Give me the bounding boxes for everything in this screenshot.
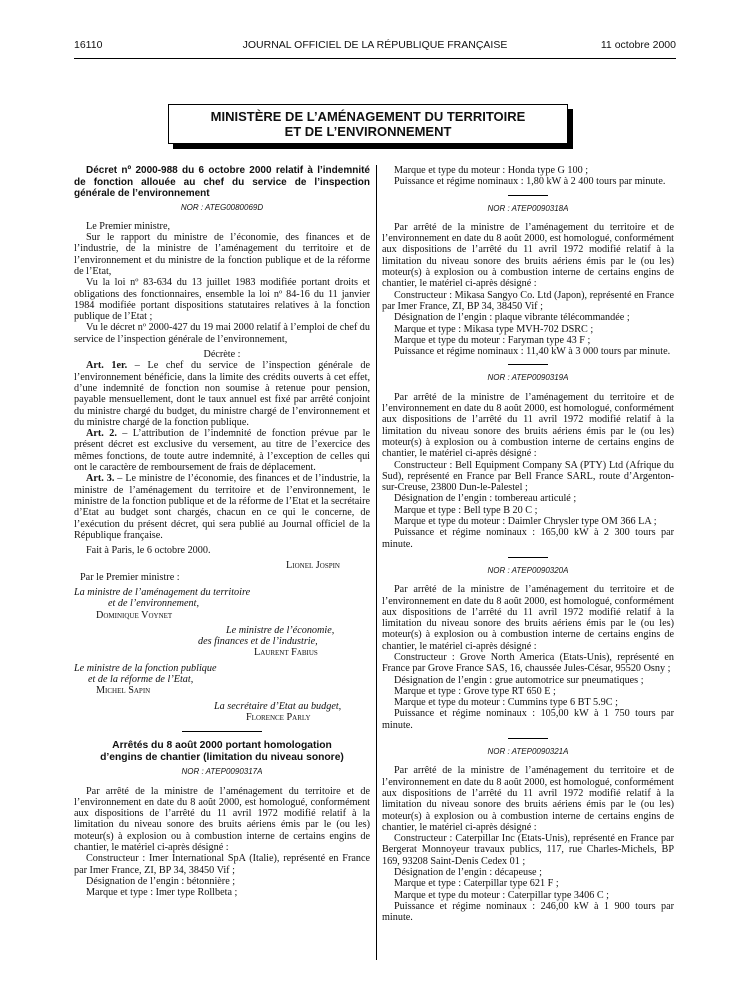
arrete-e-line: Désignation de l’engin : décapeuse ; xyxy=(394,867,542,879)
nor-a: NOR : ATEP0090317A xyxy=(181,767,263,777)
sig3-name: Michel Sapin xyxy=(96,685,151,697)
arrete-b-line: Puissance et régime nominaux : 11,40 kW à 3 000 tours par minute. xyxy=(394,346,671,358)
article-2: Art. 2. – L’attribution de l’indemnité de fonction prévue par le présent décret est exclusive du versement, au titre de l’exercice des mêmes fonctions, de toute autre indemnité, à l’exception de celles qui ont le caractère de remboursement de frais de déplacement. xyxy=(74,428,370,474)
arrete-b-line: Constructeur : Mikasa Sangyo Co. Ltd (Japon), représenté en France par Imer France, ZI, BP 34, 38450 Vif ; xyxy=(382,289,674,312)
arrete-separator xyxy=(508,557,548,558)
sig3-role: Le ministre de la fonction publique xyxy=(74,662,217,674)
arrete-c-line: Puissance et régime nominaux : 165,00 kW à 2 300 tours par minute. xyxy=(382,527,674,550)
arrete-b-line: Marque et type : Mikasa type MVH-702 DSRC ; xyxy=(394,323,594,335)
article-1: Art. 1er. – Le chef du service de l’inspection générale de l’environnement bénéficie, dans la limite des crédits ouverts à cet effet, d’une indemnité de fonction non soumise à retenue pour pension, payable mensuellement, dont le taux annuel est fixé par arrêté conjoint du ministre chargé du budget, du ministre chargé de l’environnement et du ministre chargé de la fonction publique. xyxy=(74,360,370,428)
decrete-label: Décrète : xyxy=(203,349,241,361)
decret-paragraph: Vu la loi nº 83-634 du 13 juillet 1983 modifiée portant droits et obligations des fonctionnaires, ensemble la loi nº 84-16 du 11 janvier 1984 modifiée portant dispositions statutaires relatives à la fonction publique de l’Etat ; xyxy=(74,277,370,323)
arrete-d-line: Marque et type du moteur : Cummins type 6 BT 5.9C ; xyxy=(394,697,618,709)
header-rule xyxy=(74,58,676,59)
arrete-d-line: Puissance et régime nominaux : 105,00 kW à 1 750 tours par minute. xyxy=(382,708,674,731)
ministry-box xyxy=(168,104,578,150)
arrete-a-line: Puissance et régime nominaux : 1,80 kW à 2 400 tours par minute. xyxy=(394,176,666,188)
arrete-intro: Par arrêté de la ministre de l’aménagement du territoire et de l’environnement en date du 8 août 2000, est homologué, conformément aux dispositions de l’arrêté du 11 avril 1972 modifié relatif à la limitation du niveau sonore des bruits aériens émis par le (ou les) moteur(s) à explosion ou à combustion interne de certains engins de chantier, le matériel ci-après désigné : xyxy=(382,221,674,290)
article-3: Art. 3. – Le ministre de l’économie, des finances et de l’industrie, la ministre de l’aménagement du territoire et de l’environnement, le ministre de la fonction publique et de la réforme de l’Etat et la secrétaire d’Etat au budget sont chargés, chacun en ce qui le concerne, de l’exécution du présent décret, qui sera publié au Journal officiel de la République française. xyxy=(74,473,370,541)
sig1-role-cont: et de l’environnement, xyxy=(108,598,199,610)
decret-paragraph: Le Premier ministre, xyxy=(86,220,171,232)
arrete-d-line: Constructeur : Grove North America (Etats-Unis), représenté en France par Grove France SAS, 16, chaussée Jules-César, 95520 Osny ; xyxy=(382,651,674,675)
arrete-a-line: Constructeur : Imer International SpA (Italie), représenté en France par Imer France, ZI, BP 34, 38450 Vif ; xyxy=(74,853,370,876)
page-header xyxy=(74,40,676,54)
arrete-c-line: Constructeur : Bell Equipment Company SA (PTY) Ltd (Afrique du Sud), représenté en France par Bell France SARL, route d’Argenton-sur-Creuse, 23800 Dun-le-Palestel ; xyxy=(382,459,674,494)
sig2-role-cont: des finances et de l’industrie, xyxy=(198,636,318,648)
nor-d: NOR : ATEP0090320A xyxy=(487,565,569,575)
arrete-a-line: Désignation de l’engin : bétonnière ; xyxy=(86,875,236,887)
issue-date: 11 octobre 2000 xyxy=(600,39,676,51)
arrete-d-line: Désignation de l’engin : grue automotrice sur pneumatiques ; xyxy=(394,674,644,686)
fait-a-paris: Fait à Paris, le 6 octobre 2000. xyxy=(86,545,211,557)
arrete-d-line: Marque et type : Grove type RT 650 E ; xyxy=(394,685,556,697)
decret-title: Décret nº 2000-988 du 6 octobre 2000 relatif à l’indemnité de fonction allouée au chef du service de l’inspection générale de l’environnement xyxy=(74,165,370,199)
arrete-a-line: Marque et type du moteur : Honda type G 100 ; xyxy=(394,165,589,176)
arrete-separator xyxy=(508,738,548,739)
arretes-title-line2: d’engins de chantier (limitation du niveau sonore) xyxy=(100,752,344,764)
arrete-separator xyxy=(508,195,548,196)
column-divider xyxy=(376,165,377,960)
sig2-name: Laurent Fabius xyxy=(254,647,318,659)
arrete-intro: Par arrêté de la ministre de l’aménagement du territoire et de l’environnement en date du 8 août 2000, est homologué, conformément aux dispositions de l’arrêté du 11 avril 1972 modifié relatif à la limitation du niveau sonore des bruits aériens émis par le (ou les) moteur(s) à explosion ou à combustion interne de certains engins de chantier, le matériel ci-après désigné : xyxy=(74,785,370,854)
arrete-c-line: Marque et type : Bell type B 20 C ; xyxy=(394,504,538,516)
right-column xyxy=(382,165,674,924)
arrete-c-line: Désignation de l’engin : tombereau articulé ; xyxy=(394,493,577,505)
par-le-premier-ministre: Par le Premier ministre : xyxy=(80,571,180,583)
arrete-intro: Par arrêté de la ministre de l’aménagement du territoire et de l’environnement en date du 8 août 2000, est homologué, conformément aux dispositions de l’arrêté du 11 avril 1972 modifié relatif à la limitation du niveau sonore des bruits aériens émis par le (ou les) moteur(s) à explosion ou à combustion interne de certains engins de chantier, le matériel ci-après désigné : xyxy=(382,391,674,460)
arrete-b-line: Marque et type du moteur : Faryman type 43 F ; xyxy=(394,334,591,346)
ministry-title-line2: ET DE L’ENVIRONNEMENT xyxy=(284,124,452,139)
nor-e: NOR : ATEP0090321A xyxy=(487,747,569,757)
decret-paragraph: Sur le rapport du ministre de l’économie, des finances et de l’industrie, de la ministre de l’aménagement du territoire et de l’environnement et du ministre de la fonction publique et de la réforme de l’Etat, xyxy=(74,232,370,277)
arrete-e-line: Marque et type du moteur : Caterpillar type 3406 C ; xyxy=(394,889,610,901)
nor-b: NOR : ATEP0090318A xyxy=(487,203,569,213)
arrete-b-line: Désignation de l’engin : plaque vibrante télécommandée ; xyxy=(394,312,630,324)
nor-c: NOR : ATEP0090319A xyxy=(487,373,569,383)
sig4-name: Florence Parly xyxy=(246,711,311,723)
sig2-role: Le ministre de l’économie, xyxy=(226,624,335,636)
arrete-a-line: Marque et type : Imer type Rollbeta ; xyxy=(86,887,238,899)
ministry-title xyxy=(168,104,568,144)
ministry-title-line1: MINISTÈRE DE L’AMÉNAGEMENT DU TERRITOIRE xyxy=(210,109,526,124)
sig4-role: La secrétaire d’Etat au budget, xyxy=(214,700,342,712)
arrete-c-line: Marque et type du moteur : Daimler Chrysler type OM 366 LA ; xyxy=(394,516,657,528)
arrete-separator xyxy=(508,364,548,365)
arrete-intro: Par arrêté de la ministre de l’aménagement du territoire et de l’environnement en date du 8 août 2000, est homologué, conformément aux dispositions de l’arrêté du 11 avril 1972 modifié relatif à la limitation du niveau sonore des bruits aériens émis par le (ou les) moteur(s) à explosion ou à combustion interne de certains engins de chantier, le matériel ci-après désigné : xyxy=(382,765,674,833)
journal-title: JOURNAL OFFICIEL DE LA RÉPUBLIQUE FRANÇAISE xyxy=(242,39,508,51)
left-column xyxy=(74,165,370,899)
decret-paragraph: Vu le décret nº 2000-427 du 19 mai 2000 relatif à l’emploi de chef du service de l’inspection générale de l’environnement, xyxy=(74,322,370,345)
sig1-role: La ministre de l’aménagement du territoire xyxy=(74,587,251,598)
arrete-e-line: Constructeur : Caterpillar Inc (Etats-Unis), représenté en France par Bergerat Monnoyeur travaux publics, 117, rue Charles-Michels, BP 169, 93208 Saint-Denis Cedex 01 ; xyxy=(382,833,674,867)
arretes-title-line1: Arrêtés du 8 août 2000 portant homologation xyxy=(112,740,332,752)
arrete-e-line: Puissance et régime nominaux : 246,00 kW à 1 900 tours par minute. xyxy=(382,900,674,924)
decret-nor: NOR : ATEG0080069D xyxy=(180,202,264,212)
arrete-e-line: Marque et type : Caterpillar type 621 F ; xyxy=(394,878,559,890)
arrete-intro: Par arrêté de la ministre de l’aménagement du territoire et de l’environnement en date du 8 août 2000, est homologué, conformément aux dispositions de l’arrêté du 11 avril 1972 modifié relatif à la limitation du niveau sonore des bruits aériens émis par le (ou les) moteur(s) à explosion ou à combustion interne de certains engins de chantier, le matériel ci-après désigné : xyxy=(382,584,674,652)
section-separator xyxy=(182,731,262,732)
page-number: 16110 xyxy=(74,39,103,51)
sig3-role-cont: et de la réforme de l’Etat, xyxy=(88,674,194,686)
pm-signature: Lionel Jospin xyxy=(286,560,340,572)
sig1-name: Dominique Voynet xyxy=(96,609,173,621)
